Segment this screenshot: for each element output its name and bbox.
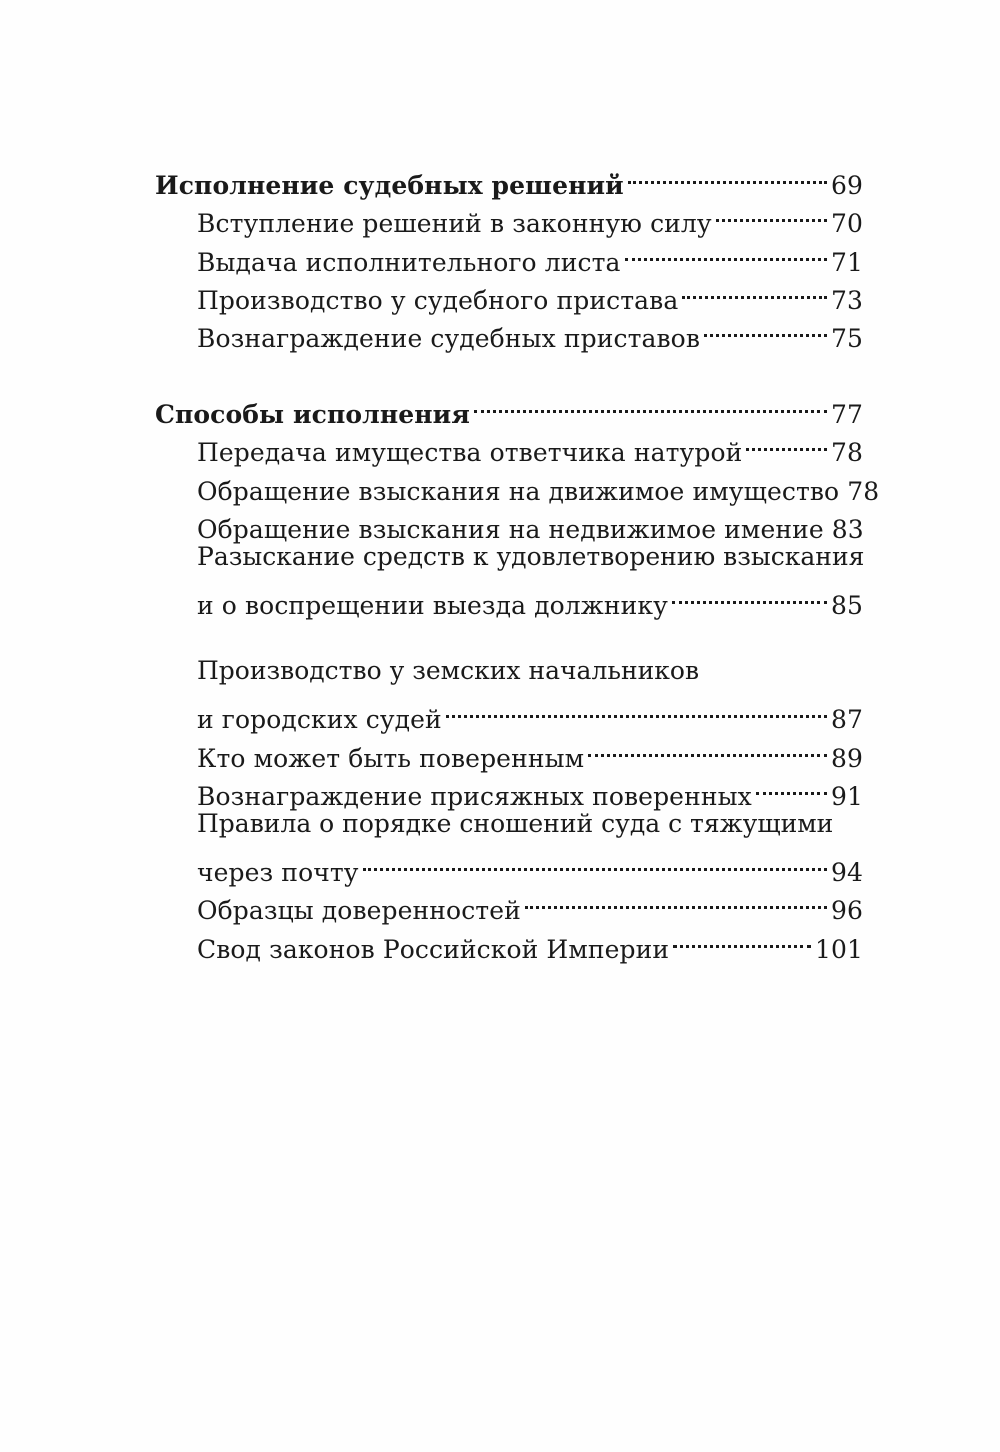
table-of-contents <box>155 156 880 964</box>
toc-heading-title: Исполнение судебных решений <box>155 171 624 201</box>
dot-leader <box>756 767 827 805</box>
toc-section-misc <box>155 652 863 964</box>
toc-page-number: 87 <box>830 705 863 735</box>
toc-entry-title: Передача имущества ответчика натурой <box>197 438 743 468</box>
toc-page-number: 83 <box>831 514 864 544</box>
toc-section-execution <box>155 156 863 353</box>
dot-leader <box>704 309 827 347</box>
toc-page-number: 91 <box>830 781 863 811</box>
dot-leader <box>746 423 827 461</box>
toc-heading-title: Способы исполнения <box>155 400 470 430</box>
dot-leader <box>672 576 827 614</box>
dot-leader <box>474 385 827 423</box>
toc-page-number: 73 <box>830 285 863 315</box>
dot-leader <box>363 843 827 881</box>
toc-entry-title: Вознаграждение судебных приставов <box>197 323 701 353</box>
toc-entry-title: через почту <box>197 858 359 888</box>
toc-page-number: 69 <box>830 171 863 201</box>
toc-entry-title: и городских судей <box>197 705 442 735</box>
toc-entry-title: и о воспрещении выезда должнику <box>197 591 668 621</box>
toc-entry[interactable] <box>155 843 863 888</box>
toc-entry-title: Обращение взыскания на недвижимое имение <box>197 514 824 544</box>
toc-page-number: 94 <box>830 858 863 888</box>
toc-page-number: 71 <box>830 247 863 277</box>
toc-entry-title: Вознаграждение присяжных поверенных <box>197 781 752 811</box>
toc-heading[interactable] <box>155 385 863 430</box>
dot-leader <box>525 881 827 919</box>
dot-leader <box>446 690 827 728</box>
toc-entry-first-line[interactable]: Разыскание средств к удовлетворению взыскания <box>197 541 865 571</box>
toc-page-number: 78 <box>847 476 880 506</box>
toc-entry-title: Выдача исполнительного листа <box>197 247 621 277</box>
toc-page-number: 70 <box>830 209 863 239</box>
toc-entry-title: Обращение взыскания на движимое имущество <box>197 476 840 506</box>
dot-leader <box>673 919 811 957</box>
toc-entry-title: Свод законов Российской Империи <box>197 934 670 964</box>
toc-entry-title: Производство у судебного пристава <box>197 285 679 315</box>
toc-page-number: 77 <box>830 400 863 430</box>
toc-page-number: 85 <box>830 591 863 621</box>
dot-leader <box>625 232 827 270</box>
toc-entry-title: Кто может быть поверенным <box>197 743 585 773</box>
toc-page-number: 101 <box>814 934 863 964</box>
toc-section-methods <box>155 385 880 621</box>
toc-entry[interactable] <box>155 690 863 735</box>
toc-entry-first-line[interactable]: Производство у земских начальников <box>197 656 700 686</box>
dot-leader <box>716 194 827 232</box>
toc-entry-title: Образцы доверенностей <box>197 896 521 926</box>
toc-entry-title: Вступление решений в законную силу <box>197 209 712 239</box>
dot-leader <box>682 271 827 309</box>
toc-entry-first-line[interactable]: Правила о порядке сношений суда с тяжущими <box>197 808 834 838</box>
dot-leader <box>588 728 827 766</box>
toc-page-number: 89 <box>830 743 863 773</box>
toc-page-number: 75 <box>830 323 863 353</box>
dot-leader <box>628 156 827 194</box>
toc-page-number: 96 <box>830 896 863 926</box>
toc-heading[interactable] <box>155 156 863 201</box>
toc-entry[interactable] <box>155 576 863 621</box>
toc-page-number: 78 <box>830 438 863 468</box>
